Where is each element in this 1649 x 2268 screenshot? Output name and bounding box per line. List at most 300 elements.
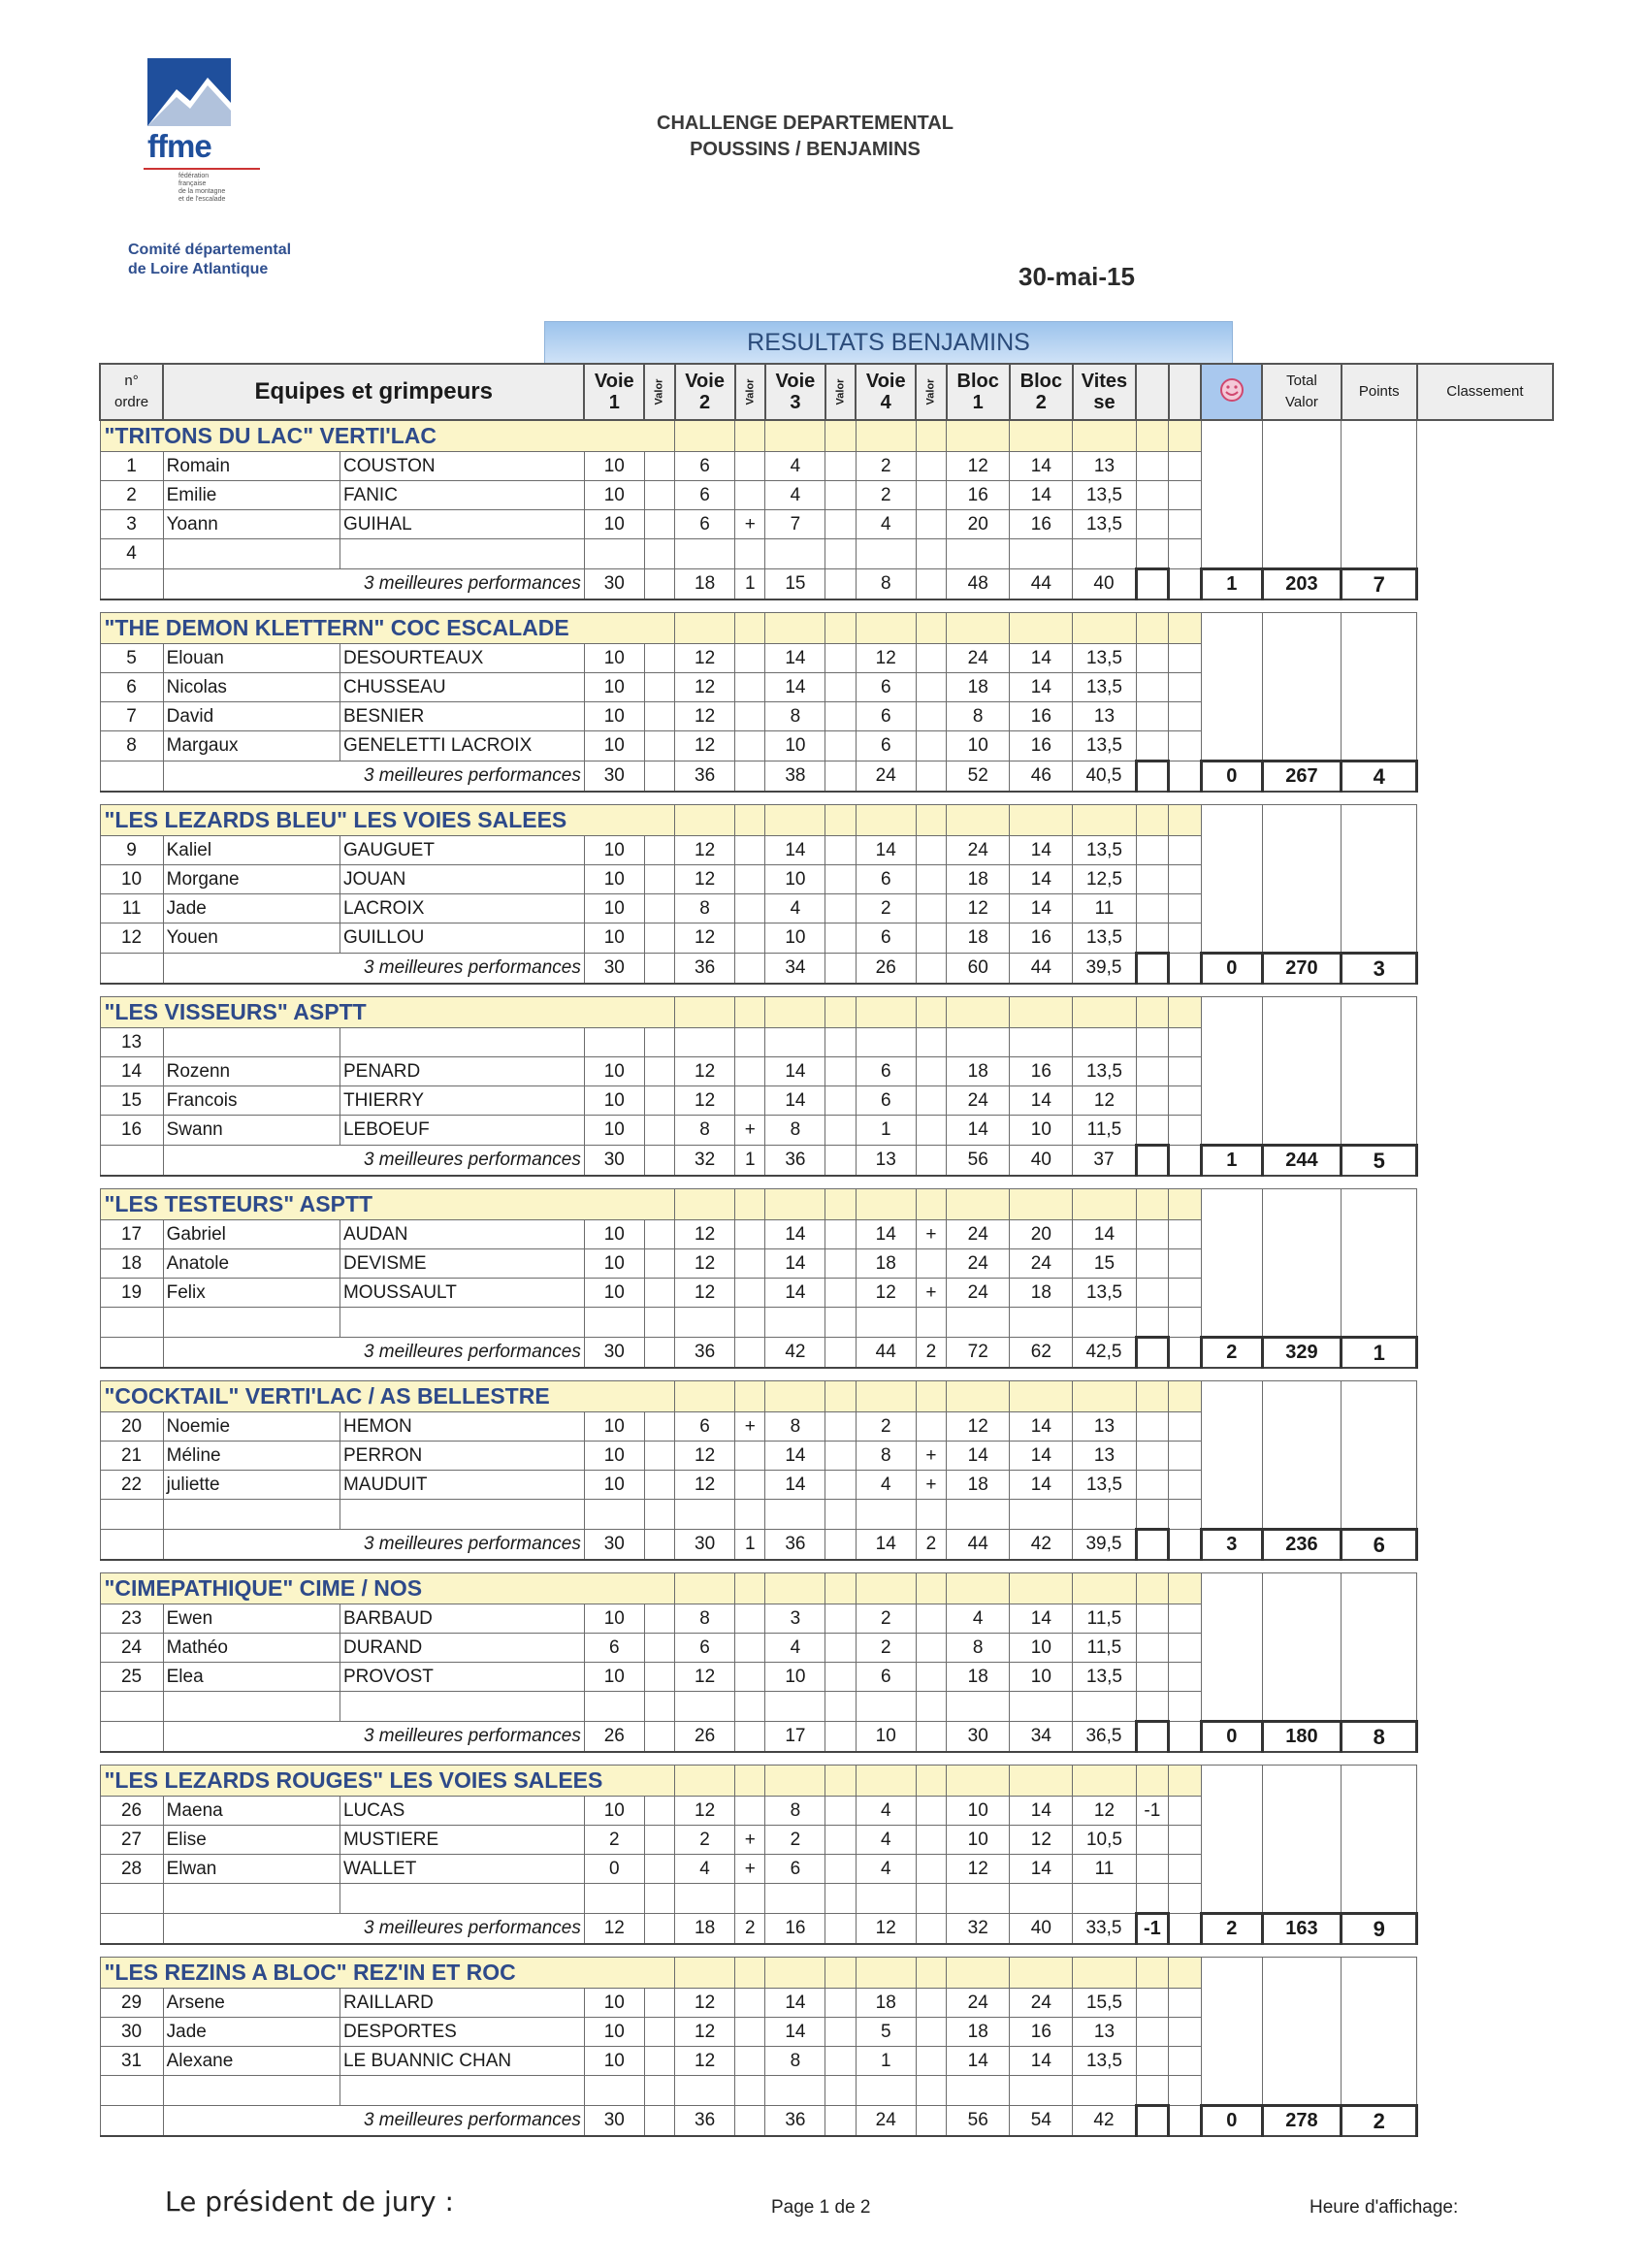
climber-nom: DURAND	[340, 1634, 584, 1663]
col-valor-2: Valor	[735, 364, 765, 420]
perf-bloc2: 34	[1010, 1722, 1073, 1753]
perf-voie3: 36	[765, 1146, 825, 1177]
perf-penalty	[1136, 1338, 1169, 1369]
separator-cell	[100, 1752, 1553, 1766]
climber-nom	[340, 1500, 584, 1530]
perf-valor1	[644, 569, 674, 600]
climber-voie1: 10	[584, 1086, 644, 1116]
climber-bloc2: 18	[1010, 1279, 1073, 1308]
climber-valor4	[916, 1057, 946, 1086]
climber-voie1	[584, 2076, 644, 2106]
climber-bloc2: 14	[1010, 836, 1073, 865]
climber-voie4: 4	[856, 510, 916, 539]
team-name: "LES LEZARDS ROUGES" LES VOIES SALEES	[100, 1766, 675, 1797]
climber-penalty	[1136, 1692, 1169, 1722]
climber-penalty	[1136, 2047, 1169, 2076]
climber-voie1: 10	[584, 1604, 644, 1634]
results-table	[99, 363, 1554, 2137]
mountain-logo-icon	[147, 58, 231, 126]
title-line-1: CHALLENGE DEPARTEMENTAL	[657, 113, 954, 134]
team-points: 236	[1262, 1530, 1341, 1561]
committee-name: Comité départemental de Loire Atlantique	[128, 242, 292, 277]
climber-valor3	[825, 1471, 856, 1500]
climber-valor4	[916, 1500, 946, 1530]
climber-nom: BESNIER	[340, 702, 584, 731]
climber-valor1	[644, 2047, 674, 2076]
climber-valor4	[916, 1028, 946, 1057]
col-smiley	[1201, 364, 1262, 420]
perf-ordre	[100, 1530, 163, 1561]
col-total-valor: Total Valor	[1262, 364, 1341, 420]
perf-voie2: 26	[675, 1722, 735, 1753]
climber-voie3: 8	[765, 2047, 825, 2076]
climber-bloc1: 18	[947, 1663, 1010, 1692]
climber-vitesse: 13,5	[1073, 1057, 1136, 1086]
climber-prenom: Alexane	[163, 2047, 340, 2076]
climber-bloc2	[1010, 1028, 1073, 1057]
team-header-cell	[916, 1573, 946, 1604]
team-total-valor: 0	[1201, 1722, 1262, 1753]
climber-voie3: 14	[765, 1057, 825, 1086]
climber-voie2: 12	[675, 1220, 735, 1249]
team-header-row	[100, 1381, 1553, 1412]
perf-penalty	[1136, 954, 1169, 985]
climber-voie3	[765, 1028, 825, 1057]
classement-cell	[1342, 1958, 1417, 2106]
climber-bloc1: 24	[947, 1086, 1010, 1116]
team-points: 203	[1262, 569, 1341, 600]
climber-penalty	[1136, 2076, 1169, 2106]
climber-voie1: 10	[584, 865, 644, 894]
climber-valor2: +	[735, 510, 765, 539]
climber-valor1	[644, 1471, 674, 1500]
perf-voie2: 36	[675, 1338, 735, 1369]
climber-bloc1: 12	[947, 894, 1010, 923]
climber-prenom: Mathéo	[163, 1634, 340, 1663]
climber-valor4	[916, 923, 946, 954]
climber-valor4	[916, 1086, 946, 1116]
climber-bloc1	[947, 1028, 1010, 1057]
team-classement: 1	[1342, 1338, 1417, 1369]
perf-bloc2: 44	[1010, 569, 1073, 600]
climber-ordre	[100, 1692, 163, 1722]
team-header-row	[100, 613, 1553, 644]
climber-valor4	[916, 1855, 946, 1884]
climber-bloc1: 24	[947, 1989, 1010, 2018]
climber-voie1: 10	[584, 2047, 644, 2076]
climber-penalty	[1136, 2018, 1169, 2047]
perf-ordre	[100, 1722, 163, 1753]
team-header-cell	[1136, 997, 1169, 1028]
perf-bloc2: 46	[1010, 761, 1073, 793]
climber-valor3	[825, 539, 856, 569]
classement-cell	[1342, 1381, 1417, 1530]
total-valor-cell	[1201, 997, 1262, 1146]
climber-nom: GUIHAL	[340, 510, 584, 539]
climber-penalty	[1136, 1279, 1169, 1308]
perf-voie3: 42	[765, 1338, 825, 1369]
perf-voie2: 36	[675, 2106, 735, 2137]
team-header-cell	[1073, 613, 1136, 644]
col-classement: Classement	[1417, 364, 1553, 420]
climber-voie4	[856, 1692, 916, 1722]
team-header-cell	[1169, 420, 1202, 452]
climber-voie1: 10	[584, 1442, 644, 1471]
climber-ordre: 19	[100, 1279, 163, 1308]
team-header-cell	[1073, 1958, 1136, 1989]
climber-voie2	[675, 1884, 735, 1914]
climber-voie1: 10	[584, 1471, 644, 1500]
team-header-cell	[1169, 1573, 1202, 1604]
climber-bloc2: 16	[1010, 1057, 1073, 1086]
perf-valor2	[735, 761, 765, 793]
climber-valor3	[825, 1855, 856, 1884]
climber-valor1	[644, 1604, 674, 1634]
team-header-cell	[735, 613, 765, 644]
perf-blank-cell	[1169, 1914, 1202, 1945]
climber-ordre: 13	[100, 1028, 163, 1057]
climber-vitesse: 13,5	[1073, 731, 1136, 761]
perf-voie2: 30	[675, 1530, 735, 1561]
climber-voie4: 2	[856, 1412, 916, 1442]
climber-valor2	[735, 731, 765, 761]
climber-valor1	[644, 1692, 674, 1722]
team-points: 278	[1262, 2106, 1341, 2137]
climber-bloc2	[1010, 1692, 1073, 1722]
climber-voie3: 8	[765, 1412, 825, 1442]
climber-valor1	[644, 1442, 674, 1471]
climber-voie4: 18	[856, 1249, 916, 1279]
climber-valor2	[735, 1604, 765, 1634]
team-header-cell	[675, 1766, 735, 1797]
climber-penalty	[1136, 1116, 1169, 1146]
classement-cell	[1342, 1573, 1417, 1722]
climber-voie4: 1	[856, 2047, 916, 2076]
climber-valor2	[735, 1249, 765, 1279]
climber-blank-cell	[1169, 1500, 1202, 1530]
climber-nom: DESOURTEAUX	[340, 644, 584, 673]
perf-penalty	[1136, 2106, 1169, 2137]
climber-penalty	[1136, 702, 1169, 731]
best-performances-row	[100, 1530, 1553, 1561]
climber-penalty	[1136, 731, 1169, 761]
climber-valor2	[735, 1634, 765, 1663]
climber-valor1	[644, 865, 674, 894]
perf-valor4	[916, 1914, 946, 1945]
climber-bloc1: 16	[947, 481, 1010, 510]
perf-voie4: 8	[856, 569, 916, 600]
perf-valor2: 1	[735, 1530, 765, 1561]
climber-bloc1	[947, 1692, 1010, 1722]
perf-voie2: 36	[675, 761, 735, 793]
climber-vitesse: 13,5	[1073, 673, 1136, 702]
climber-valor1	[644, 539, 674, 569]
team-header-cell	[947, 1189, 1010, 1220]
climber-voie4: 2	[856, 1604, 916, 1634]
perf-valor1	[644, 1146, 674, 1177]
team-separator	[100, 1368, 1553, 1381]
perf-valor1	[644, 954, 674, 985]
separator-cell	[100, 792, 1553, 805]
climber-voie4: 4	[856, 1826, 916, 1855]
climber-bloc1: 12	[947, 1855, 1010, 1884]
climber-vitesse	[1073, 1884, 1136, 1914]
total-valor-cell	[1201, 613, 1262, 761]
team-header-cell	[1169, 613, 1202, 644]
climber-voie2: 6	[675, 452, 735, 481]
perf-bloc1: 56	[947, 2106, 1010, 2137]
climber-bloc2: 10	[1010, 1663, 1073, 1692]
perf-valor1	[644, 1914, 674, 1945]
climber-voie3: 7	[765, 510, 825, 539]
climber-voie1: 10	[584, 894, 644, 923]
climber-blank-cell	[1169, 1634, 1202, 1663]
climber-ordre: 25	[100, 1663, 163, 1692]
col-voie4: Voie 4	[856, 364, 916, 420]
team-separator	[100, 984, 1553, 997]
climber-valor4	[916, 1826, 946, 1855]
perf-valor3	[825, 1338, 856, 1369]
logo-brand: ffme	[147, 128, 211, 164]
climber-prenom: David	[163, 702, 340, 731]
climber-voie4: 14	[856, 1220, 916, 1249]
climber-nom: MOUSSAULT	[340, 1279, 584, 1308]
team-header-cell	[765, 613, 825, 644]
climber-valor1	[644, 1797, 674, 1826]
climber-penalty	[1136, 865, 1169, 894]
climber-nom: PROVOST	[340, 1663, 584, 1692]
climber-penalty	[1136, 1663, 1169, 1692]
team-header-cell	[947, 420, 1010, 452]
climber-valor1	[644, 1249, 674, 1279]
climber-valor4	[916, 1663, 946, 1692]
perf-valor1	[644, 1722, 674, 1753]
perf-valor2	[735, 2106, 765, 2137]
climber-blank-cell	[1169, 452, 1202, 481]
climber-voie1	[584, 1500, 644, 1530]
climber-nom: DEVISME	[340, 1249, 584, 1279]
climber-valor3	[825, 644, 856, 673]
climber-nom	[340, 1308, 584, 1338]
separator-cell	[100, 1368, 1553, 1381]
team-header-cell	[1010, 420, 1073, 452]
climber-valor4	[916, 836, 946, 865]
climber-valor1	[644, 923, 674, 954]
perf-bloc1: 32	[947, 1914, 1010, 1945]
team-header-cell	[856, 1189, 916, 1220]
team-header-cell	[765, 420, 825, 452]
climber-nom: LACROIX	[340, 894, 584, 923]
climber-prenom: Kaliel	[163, 836, 340, 865]
climber-voie3	[765, 1692, 825, 1722]
perf-valor1	[644, 761, 674, 793]
total-valor-cell	[1201, 1766, 1262, 1914]
climber-blank-cell	[1169, 731, 1202, 761]
climber-ordre: 4	[100, 539, 163, 569]
climber-voie4: 2	[856, 894, 916, 923]
perf-vitesse: 40	[1073, 569, 1136, 600]
climber-penalty	[1136, 923, 1169, 954]
team-header-cell	[765, 1381, 825, 1412]
team-header-row	[100, 805, 1553, 836]
climber-bloc2: 14	[1010, 644, 1073, 673]
climber-penalty	[1136, 1826, 1169, 1855]
climber-valor3	[825, 1412, 856, 1442]
perf-voie1: 30	[584, 2106, 644, 2137]
col-voie1: Voie 1	[584, 364, 644, 420]
climber-voie3: 14	[765, 2018, 825, 2047]
climber-prenom: Morgane	[163, 865, 340, 894]
climber-blank-cell	[1169, 702, 1202, 731]
perf-blank-cell	[1169, 954, 1202, 985]
climber-voie4: 5	[856, 2018, 916, 2047]
team-name: "LES LEZARDS BLEU" LES VOIES SALEES	[100, 805, 675, 836]
perf-voie1: 30	[584, 954, 644, 985]
climber-voie2: 12	[675, 923, 735, 954]
climber-bloc2: 10	[1010, 1634, 1073, 1663]
team-header-cell	[1010, 1381, 1073, 1412]
perf-blank-cell	[1169, 2106, 1202, 2137]
perf-bloc2: 62	[1010, 1338, 1073, 1369]
climber-nom: LUCAS	[340, 1797, 584, 1826]
climber-voie1: 10	[584, 481, 644, 510]
climber-valor2	[735, 1308, 765, 1338]
climber-bloc1: 24	[947, 836, 1010, 865]
climber-voie3	[765, 1884, 825, 1914]
climber-voie4: 6	[856, 923, 916, 954]
climber-nom: MAUDUIT	[340, 1471, 584, 1500]
team-header-cell	[675, 613, 735, 644]
climber-penalty	[1136, 539, 1169, 569]
jury-signature-label: Le président de jury :	[165, 2186, 454, 2218]
climber-blank-cell	[1169, 1116, 1202, 1146]
climber-bloc1: 18	[947, 2018, 1010, 2047]
climber-valor2	[735, 452, 765, 481]
climber-ordre: 6	[100, 673, 163, 702]
page-number: Page 1 de 2	[771, 2197, 871, 2218]
col-voie3: Voie 3	[765, 364, 825, 420]
climber-bloc1	[947, 2076, 1010, 2106]
perf-vitesse: 33,5	[1073, 1914, 1136, 1945]
climber-voie4: 14	[856, 836, 916, 865]
climber-valor4: +	[916, 1471, 946, 1500]
climber-valor2: +	[735, 1116, 765, 1146]
team-header-cell	[856, 997, 916, 1028]
team-header-cell	[1010, 1766, 1073, 1797]
perf-vitesse: 39,5	[1073, 954, 1136, 985]
team-header-cell	[947, 1958, 1010, 1989]
climber-vitesse: 11,5	[1073, 1116, 1136, 1146]
team-header-cell	[675, 420, 735, 452]
climber-vitesse: 13,5	[1073, 644, 1136, 673]
climber-voie4: 6	[856, 865, 916, 894]
climber-valor1	[644, 1884, 674, 1914]
climber-voie3: 3	[765, 1604, 825, 1634]
climber-vitesse	[1073, 2076, 1136, 2106]
climber-bloc2: 24	[1010, 1249, 1073, 1279]
climber-valor2	[735, 2076, 765, 2106]
climber-valor3	[825, 1057, 856, 1086]
climber-valor3	[825, 2047, 856, 2076]
team-header-cell	[916, 1381, 946, 1412]
climber-prenom: Romain	[163, 452, 340, 481]
team-name: "COCKTAIL" VERTI'LAC / AS BELLESTRE	[100, 1381, 675, 1412]
climber-valor1	[644, 1028, 674, 1057]
team-name: "LES REZINS A BLOC" REZ'IN ET ROC	[100, 1958, 675, 1989]
perf-voie4: 12	[856, 1914, 916, 1945]
team-header-cell	[825, 997, 856, 1028]
climber-nom: PERRON	[340, 1442, 584, 1471]
climber-bloc2: 14	[1010, 894, 1073, 923]
team-classement: 5	[1342, 1146, 1417, 1177]
team-header-cell	[675, 1381, 735, 1412]
climber-bloc2: 14	[1010, 1471, 1073, 1500]
climber-voie4: 6	[856, 1663, 916, 1692]
team-header-cell	[856, 1381, 916, 1412]
climber-voie4	[856, 2076, 916, 2106]
team-points: 267	[1262, 761, 1341, 793]
perf-bloc1: 56	[947, 1146, 1010, 1177]
col-points: Points	[1342, 364, 1417, 420]
perf-valor4: 2	[916, 1338, 946, 1369]
perf-valor2	[735, 1338, 765, 1369]
climber-voie3: 14	[765, 1471, 825, 1500]
climber-valor2	[735, 1471, 765, 1500]
climber-nom	[340, 1884, 584, 1914]
climber-valor1	[644, 644, 674, 673]
team-header-cell	[825, 805, 856, 836]
climber-bloc1: 18	[947, 673, 1010, 702]
climber-bloc1: 12	[947, 1412, 1010, 1442]
perf-bloc1: 72	[947, 1338, 1010, 1369]
climber-blank-cell	[1169, 1855, 1202, 1884]
title-line-2: POUSSINS / BENJAMINS	[690, 139, 921, 160]
climber-vitesse	[1073, 1500, 1136, 1530]
climber-ordre: 8	[100, 731, 163, 761]
climber-prenom	[163, 1884, 340, 1914]
climber-voie1: 10	[584, 836, 644, 865]
perf-blank-cell	[1169, 1722, 1202, 1753]
climber-valor4	[916, 1116, 946, 1146]
climber-valor2	[735, 1442, 765, 1471]
perf-valor4	[916, 761, 946, 793]
climber-nom: MUSTIERE	[340, 1826, 584, 1855]
perf-valor4	[916, 1146, 946, 1177]
perf-penalty	[1136, 569, 1169, 600]
climber-voie3: 2	[765, 1826, 825, 1855]
climber-valor4	[916, 1249, 946, 1279]
climber-bloc1: 10	[947, 1797, 1010, 1826]
climber-valor2: +	[735, 1826, 765, 1855]
climber-valor2	[735, 1663, 765, 1692]
climber-vitesse: 11	[1073, 894, 1136, 923]
col-vitesse: Vites se	[1073, 364, 1136, 420]
climber-vitesse: 11,5	[1073, 1634, 1136, 1663]
perf-ordre	[100, 1146, 163, 1177]
climber-voie2: 12	[675, 702, 735, 731]
team-header-cell	[947, 1573, 1010, 1604]
climber-vitesse: 13,5	[1073, 1663, 1136, 1692]
climber-valor3	[825, 1989, 856, 2018]
perf-vitesse: 37	[1073, 1146, 1136, 1177]
perf-ordre	[100, 569, 163, 600]
classement-cell	[1342, 1766, 1417, 1914]
perf-valor4	[916, 2106, 946, 2137]
climber-nom: FANIC	[340, 481, 584, 510]
climber-ordre: 18	[100, 1249, 163, 1279]
perf-valor3	[825, 1530, 856, 1561]
col-voie2: Voie 2	[675, 364, 735, 420]
